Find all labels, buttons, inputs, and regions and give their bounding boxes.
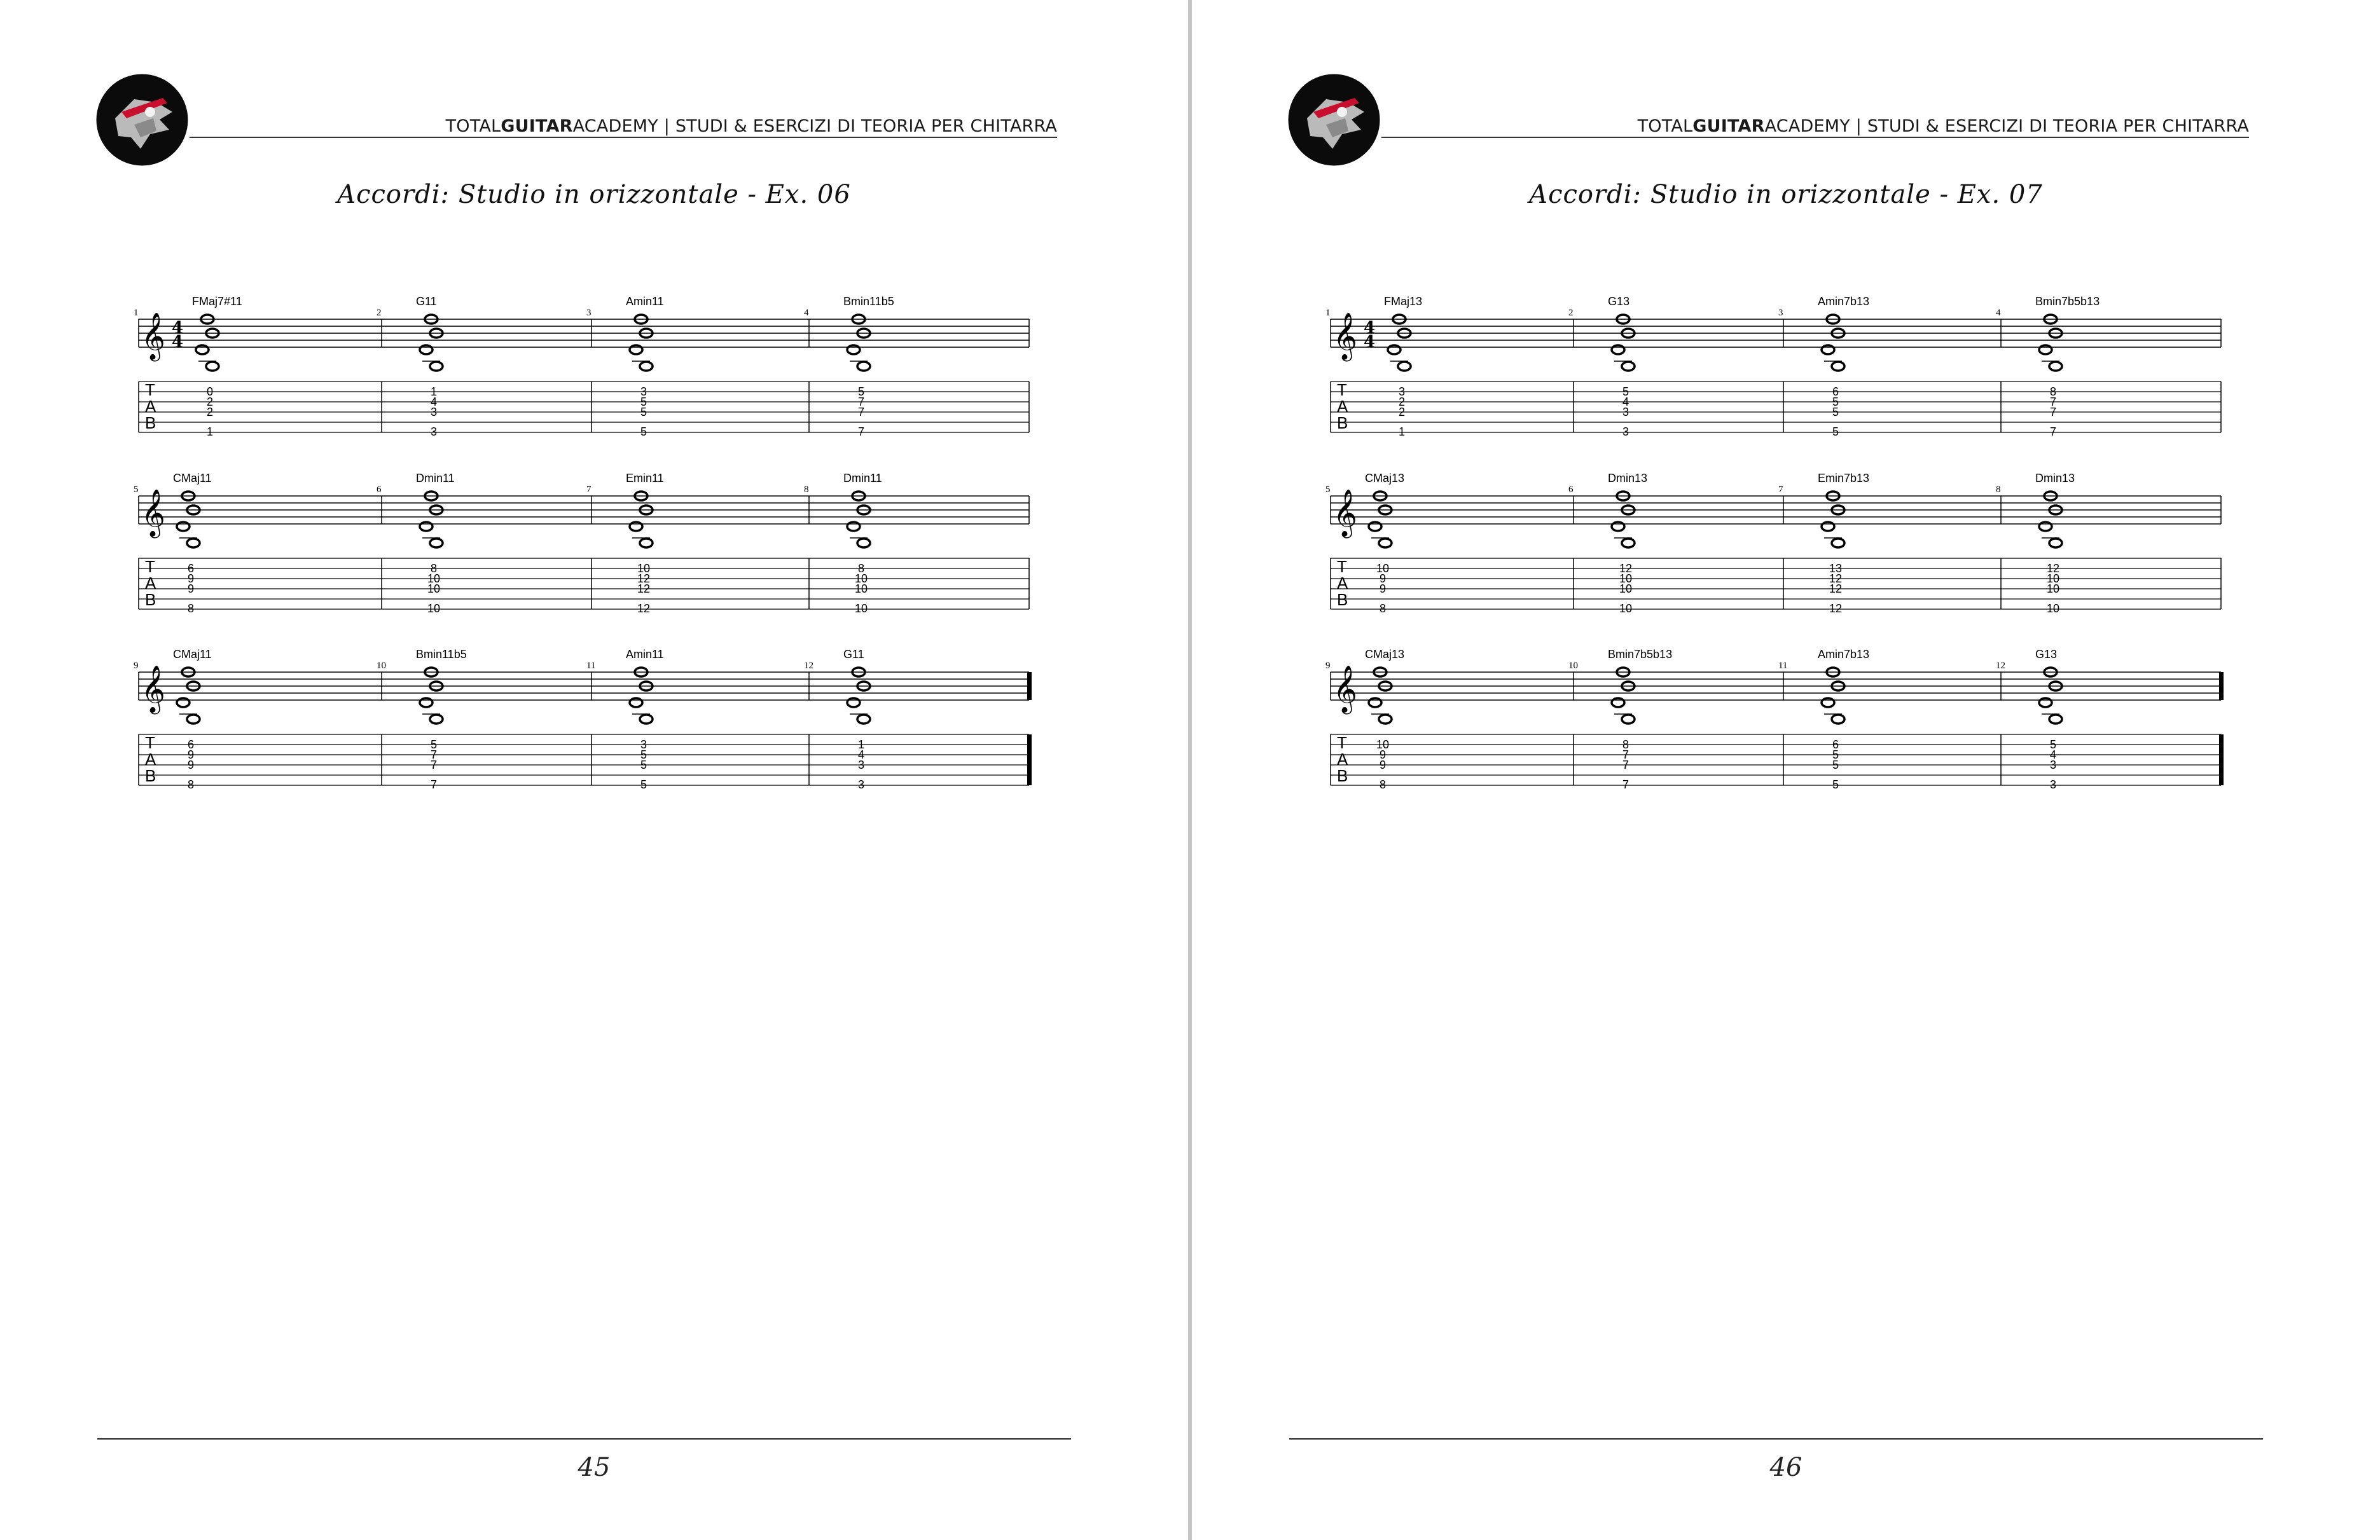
tab-fret-number: 7 [857, 406, 865, 418]
page-header [446, 116, 1057, 136]
tab-fret-number: 3 [857, 759, 865, 771]
chord-symbol: Bmin7b5b13 [2035, 295, 2100, 308]
note-head [630, 345, 642, 354]
system-1 [1325, 295, 2221, 438]
score [1325, 267, 2248, 817]
final-tab-barline [2219, 734, 2224, 785]
treble-clef-icon: 𝄞 [141, 313, 165, 360]
tab-fret-number: 1 [1398, 425, 1406, 438]
tab-fret-number: 7 [430, 748, 438, 761]
brand-academy: ACADEMY [572, 116, 658, 136]
tab-fret-number: 3 [430, 425, 438, 438]
tab-fret-number: 3 [857, 778, 865, 791]
tab-fret-number: 8 [187, 602, 195, 615]
tab-fret-number: 10 [427, 572, 441, 585]
chord-symbol: CMaj11 [173, 472, 212, 485]
tab-fret-number: 3 [2049, 778, 2057, 791]
note-head [1612, 345, 1624, 354]
note-head [420, 698, 432, 707]
tab-fret-number: 10 [1376, 562, 1390, 575]
tab-fret-number: 7 [2049, 425, 2057, 438]
note-head [1832, 362, 1844, 371]
note-head [2039, 345, 2052, 354]
measure-number: 8 [804, 485, 809, 495]
note-head [2039, 522, 2052, 531]
tab-fret-number: 7 [2049, 395, 2057, 408]
page-46 [1192, 0, 2380, 1540]
chord-symbol: G11 [416, 295, 437, 308]
note-head [430, 539, 443, 547]
note-head [1398, 362, 1411, 371]
tab-fret-number: 5 [640, 406, 647, 418]
tab-fret-number: 1 [857, 738, 865, 751]
note-head [1369, 698, 1381, 707]
tab-fret-number: 5 [1832, 748, 1839, 761]
chord-symbol: Emin7b13 [1818, 472, 1870, 485]
chord-symbol: G13 [1608, 295, 1630, 308]
system-2 [134, 472, 1029, 615]
note-head [2049, 539, 2062, 547]
tab-fret-number: 2 [206, 395, 214, 408]
chord-symbol: G11 [843, 648, 864, 661]
tab-fret-number: 10 [637, 562, 651, 575]
note-head [196, 345, 209, 354]
tab-fret-number: 12 [1619, 562, 1633, 575]
note-head [430, 715, 443, 724]
note-head [187, 715, 200, 724]
measure-number: 7 [1778, 485, 1783, 495]
tab-fret-number: 12 [637, 572, 651, 585]
note-head [1612, 698, 1624, 707]
note-head [1822, 698, 1834, 707]
tab-fret-number: 10 [1619, 602, 1633, 615]
tab-fret-number: 8 [430, 562, 438, 575]
footer-rule [97, 1438, 1071, 1440]
note-head [640, 539, 653, 547]
measure-number: 11 [1778, 661, 1788, 671]
header-rule [190, 137, 1057, 138]
note-head [640, 362, 653, 371]
tab-fret-number: 5 [640, 748, 647, 761]
measure-number: 1 [134, 308, 139, 318]
note-head [206, 362, 219, 371]
measure-number: 11 [586, 661, 596, 671]
tab-fret-number: 7 [430, 759, 438, 771]
note-head [1622, 715, 1635, 724]
treble-clef-icon: 𝄞 [141, 666, 165, 713]
measure-number: 2 [377, 308, 382, 318]
brand-total: TOTAL [445, 116, 501, 136]
tab-fret-number: 12 [1829, 602, 1843, 615]
chord-symbol: G13 [2035, 648, 2058, 661]
time-signature-bottom: 4 [172, 333, 184, 352]
tab-fret-number: 12 [1829, 572, 1843, 585]
chord-symbol: Amin7b13 [1818, 648, 1870, 661]
chord-symbol: CMaj13 [1365, 648, 1405, 661]
tab-fret-number: 8 [1622, 738, 1629, 751]
header-rule [1381, 137, 2249, 138]
tab-fret-number: 7 [1622, 759, 1629, 771]
note-head [1622, 362, 1635, 371]
chord-symbol: FMaj13 [1384, 295, 1423, 308]
tab-fret-number: 9 [1379, 582, 1387, 595]
exercise-title: Accordi: Studio in orizzontale - Ex. 07 [1529, 180, 2043, 209]
tab-fret-number: 5 [640, 425, 647, 438]
brand-guitar: GUITAR [501, 116, 573, 136]
time-signature-top: 4 [1364, 319, 1376, 338]
measure-number: 10 [1568, 661, 1578, 671]
note-head [1832, 715, 1844, 724]
tab-fret-number: 5 [640, 395, 647, 408]
tab-fret-number: 12 [637, 602, 651, 615]
note-head [1612, 522, 1624, 531]
tab-fret-number: 7 [2049, 406, 2057, 418]
tab-fret-number: 9 [187, 572, 195, 585]
tab-fret-number: 3 [640, 738, 647, 751]
chord-symbol: Bmin11b5 [843, 295, 894, 308]
note-head [2049, 362, 2062, 371]
system-3 [134, 648, 1032, 791]
exercise-title: Accordi: Studio in orizzontale - Ex. 06 [337, 180, 851, 209]
tab-letter-b: B [1337, 413, 1348, 432]
note-head [640, 715, 653, 724]
tab-fret-number: 12 [637, 582, 651, 595]
chord-symbol: CMaj11 [173, 648, 212, 661]
tab-fret-number: 3 [1622, 406, 1629, 418]
measure-number: 4 [1996, 308, 2001, 318]
note-head [1822, 345, 1834, 354]
tab-fret-number: 8 [857, 562, 865, 575]
tab-fret-number: 5 [1622, 385, 1629, 398]
tab-fret-number: 5 [1832, 759, 1839, 771]
system-1 [134, 295, 1029, 438]
tab-letter-a: A [145, 397, 156, 416]
tab-fret-number: 7 [430, 778, 438, 791]
tab-fret-number: 8 [187, 778, 195, 791]
note-head [847, 345, 860, 354]
tab-fret-number: 2 [1398, 406, 1406, 418]
treble-clef-icon: 𝄞 [1333, 313, 1357, 360]
note-head [187, 539, 200, 547]
tab-fret-number: 13 [1829, 562, 1843, 575]
measure-number: 9 [134, 661, 139, 671]
tab-fret-number: 5 [640, 759, 647, 771]
chord-symbol: Bmin7b5b13 [1608, 648, 1673, 661]
tab-fret-number: 10 [2046, 582, 2060, 595]
tab-fret-number: 3 [2049, 759, 2057, 771]
tab-letter-t: T [145, 733, 155, 752]
measure-number: 1 [1325, 308, 1331, 318]
chord-symbol: Amin11 [626, 295, 664, 308]
measure-number: 7 [586, 485, 592, 495]
time-signature-top: 4 [172, 319, 184, 338]
measure-number: 12 [1996, 661, 2005, 671]
chord-symbol: Emin11 [626, 472, 664, 485]
chord-symbol: Amin7b13 [1818, 295, 1870, 308]
tab-letter-a: A [145, 574, 156, 593]
note-head [630, 522, 642, 531]
tab-fret-number: 10 [1376, 738, 1390, 751]
measure-number: 5 [134, 485, 139, 495]
chord-symbol: Dmin11 [843, 472, 882, 485]
chord-symbol: FMaj7#11 [192, 295, 242, 308]
final-tab-barline [1027, 734, 1032, 785]
academy-logo-icon [1288, 74, 1380, 166]
tab-fret-number: 7 [857, 395, 865, 408]
note-head [420, 522, 432, 531]
measure-number: 9 [1325, 661, 1331, 671]
tab-fret-number: 10 [2046, 602, 2060, 615]
note-head [177, 522, 190, 531]
tab-fret-number: 12 [2046, 562, 2060, 575]
tab-fret-number: 10 [427, 582, 441, 595]
measure-number: 8 [1996, 485, 2001, 495]
brand-guitar: GUITAR [1692, 116, 1765, 136]
tab-fret-number: 5 [857, 385, 865, 398]
tab-letter-b: B [1337, 590, 1348, 609]
tab-fret-number: 5 [2049, 738, 2057, 751]
measure-number: 3 [586, 308, 592, 318]
tab-fret-number: 1 [430, 385, 438, 398]
tab-fret-number: 8 [1379, 778, 1387, 791]
treble-clef-icon: 𝄞 [1333, 490, 1357, 537]
note-head [177, 698, 190, 707]
tab-fret-number: 8 [2049, 385, 2057, 398]
tab-fret-number: 2 [1398, 395, 1406, 408]
note-head [420, 345, 432, 354]
tab-fret-number: 3 [640, 385, 647, 398]
brand-academy: ACADEMY [1764, 116, 1850, 136]
tab-fret-number: 10 [1619, 572, 1633, 585]
chord-symbol: Amin11 [626, 648, 664, 661]
tab-fret-number: 10 [2046, 572, 2060, 585]
note-head [847, 522, 860, 531]
chord-symbol: Bmin11b5 [416, 648, 467, 661]
time-signature-bottom: 4 [1364, 333, 1376, 352]
note-head [1379, 539, 1392, 547]
tab-fret-number: 10 [854, 582, 868, 595]
measure-number: 6 [1568, 485, 1574, 495]
tab-fret-number: 5 [1832, 778, 1839, 791]
tab-fret-number: 9 [187, 582, 195, 595]
note-head [2049, 715, 2062, 724]
tab-letter-t: T [1337, 380, 1347, 399]
tab-fret-number: 9 [187, 748, 195, 761]
treble-clef-icon: 𝄞 [141, 490, 165, 537]
note-head [1822, 522, 1834, 531]
note-head [2039, 698, 2052, 707]
page-header [1638, 116, 2249, 136]
note-head [857, 715, 870, 724]
tab-fret-number: 6 [1832, 738, 1839, 751]
brand-total: TOTAL [1637, 116, 1693, 136]
measure-number: 5 [1325, 485, 1331, 495]
header-tagline: | STUDI & ESERCIZI DI TEORIA PER CHITARRA [1850, 116, 2249, 136]
note-head [630, 698, 642, 707]
tab-fret-number: 9 [1379, 748, 1387, 761]
tab-fret-number: 5 [1832, 395, 1839, 408]
tab-letter-b: B [1337, 766, 1348, 785]
measure-number: 10 [377, 661, 386, 671]
treble-clef-icon: 𝄞 [1333, 666, 1357, 713]
page-number: 46 [1769, 1453, 1802, 1482]
tab-fret-number: 7 [1622, 778, 1629, 791]
footer-rule [1289, 1438, 2263, 1440]
tab-fret-number: 4 [1622, 395, 1629, 408]
tab-letter-t: T [145, 557, 155, 576]
page-number: 45 [578, 1453, 611, 1482]
measure-number: 12 [804, 661, 813, 671]
note-head [1369, 522, 1381, 531]
note-head [430, 362, 443, 371]
tab-letter-b: B [145, 590, 156, 609]
tab-fret-number: 10 [854, 572, 868, 585]
tab-fret-number: 7 [1622, 748, 1629, 761]
tab-letter-a: A [145, 750, 156, 769]
tab-fret-number: 3 [1398, 385, 1406, 398]
tab-letter-a: A [1337, 574, 1348, 593]
chord-symbol: Dmin13 [1608, 472, 1648, 485]
tab-fret-number: 6 [187, 738, 195, 751]
tab-fret-number: 9 [187, 759, 195, 771]
tab-fret-number: 1 [206, 425, 214, 438]
note-head [1388, 345, 1401, 354]
tab-fret-number: 6 [187, 562, 195, 575]
chord-symbol: Dmin11 [416, 472, 455, 485]
tab-letter-a: A [1337, 750, 1348, 769]
tab-fret-number: 4 [857, 748, 865, 761]
tab-fret-number: 3 [430, 406, 438, 418]
final-barline [2219, 672, 2224, 700]
tab-fret-number: 9 [1379, 759, 1387, 771]
tab-fret-number: 12 [1829, 582, 1843, 595]
tab-letter-t: T [1337, 733, 1347, 752]
note-head [857, 362, 870, 371]
tab-fret-number: 10 [854, 602, 868, 615]
system-3 [1325, 648, 2224, 791]
tab-fret-number: 4 [2049, 748, 2057, 761]
tab-letter-a: A [1337, 397, 1348, 416]
tab-fret-number: 3 [1622, 425, 1629, 438]
system-2 [1325, 472, 2221, 615]
measure-number: 3 [1778, 308, 1783, 318]
page-45 [0, 0, 1188, 1540]
measure-number: 4 [804, 308, 809, 318]
tab-fret-number: 8 [1379, 602, 1387, 615]
score [134, 267, 1056, 817]
tab-fret-number: 7 [857, 425, 865, 438]
measure-number: 2 [1568, 308, 1574, 318]
tab-fret-number: 6 [1832, 385, 1839, 398]
tab-fret-number: 9 [1379, 572, 1387, 585]
note-head [1622, 539, 1635, 547]
note-head [857, 539, 870, 547]
tab-letter-t: T [145, 380, 155, 399]
tab-letter-t: T [1337, 557, 1347, 576]
tab-fret-number: 5 [1832, 406, 1839, 418]
tab-letter-b: B [145, 413, 156, 432]
tab-fret-number: 2 [206, 406, 214, 418]
tab-fret-number: 10 [1619, 582, 1633, 595]
note-head [1379, 715, 1392, 724]
tab-fret-number: 0 [206, 385, 214, 398]
chord-symbol: CMaj13 [1365, 472, 1405, 485]
tab-letter-b: B [145, 766, 156, 785]
chord-symbol: Dmin13 [2035, 472, 2075, 485]
tab-fret-number: 10 [427, 602, 441, 615]
academy-logo-icon [96, 74, 188, 166]
final-barline [1027, 672, 1032, 700]
tab-fret-number: 5 [640, 778, 647, 791]
note-head [847, 698, 860, 707]
header-tagline: | STUDI & ESERCIZI DI TEORIA PER CHITARRA [658, 116, 1057, 136]
note-head [1832, 539, 1844, 547]
measure-number: 6 [377, 485, 382, 495]
tab-fret-number: 5 [1832, 425, 1839, 438]
tab-fret-number: 5 [430, 738, 438, 751]
tab-fret-number: 4 [430, 395, 438, 408]
